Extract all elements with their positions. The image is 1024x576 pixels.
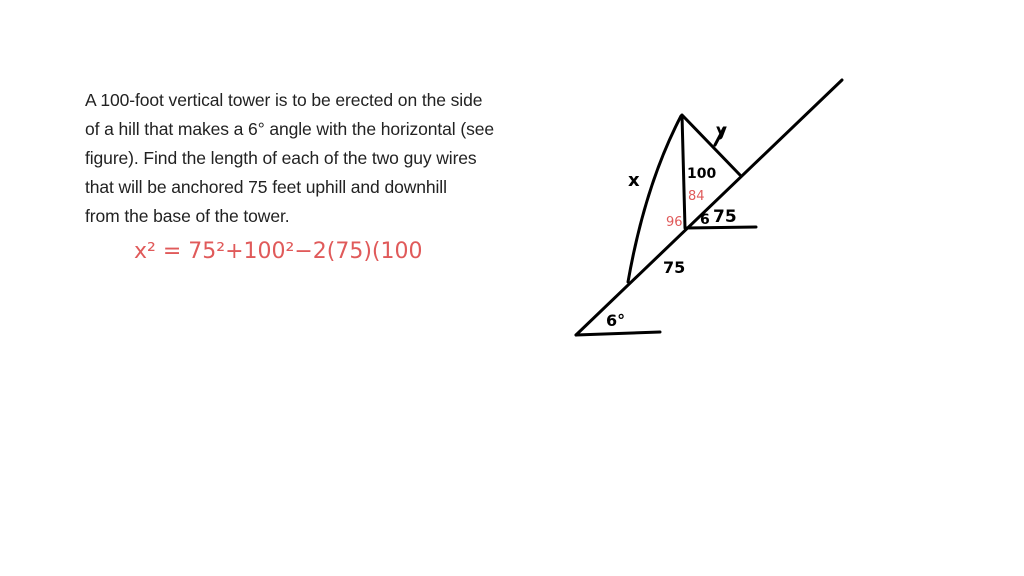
label-base-angle-6: 6 xyxy=(700,212,710,228)
hill-slope-line xyxy=(576,80,842,335)
problem-line-2: of a hill that makes a 6° angle with the horizontal (see xyxy=(85,119,494,139)
label-downhill-75: 75 xyxy=(663,258,686,277)
hill-angle-arc xyxy=(661,318,662,333)
problem-line-1: A 100-foot vertical tower is to be erected on the side xyxy=(85,90,483,110)
base-horizontal-line xyxy=(686,227,756,228)
label-lower-angle-96: 96 xyxy=(666,215,683,230)
label-tower-100: 100 xyxy=(687,166,717,182)
lower-horizontal-line xyxy=(576,332,660,335)
problem-line-4: that will be anchored 75 feet uphill and downhill xyxy=(85,177,447,197)
label-upper-angle-84: 84 xyxy=(688,189,705,204)
label-hill-angle: 6° xyxy=(606,311,626,330)
label-uphill-75: 75 xyxy=(713,207,737,227)
problem-line-3: figure). Find the length of each of the two guy wires xyxy=(85,148,477,168)
label-y: y xyxy=(716,121,728,141)
work-equation: x² = 75²+100²−2(75)(100 xyxy=(134,239,423,264)
tower-figure xyxy=(576,80,842,335)
problem-line-5: from the base of the tower. xyxy=(85,206,290,226)
label-x: x xyxy=(628,170,640,191)
tower-line xyxy=(682,115,685,228)
